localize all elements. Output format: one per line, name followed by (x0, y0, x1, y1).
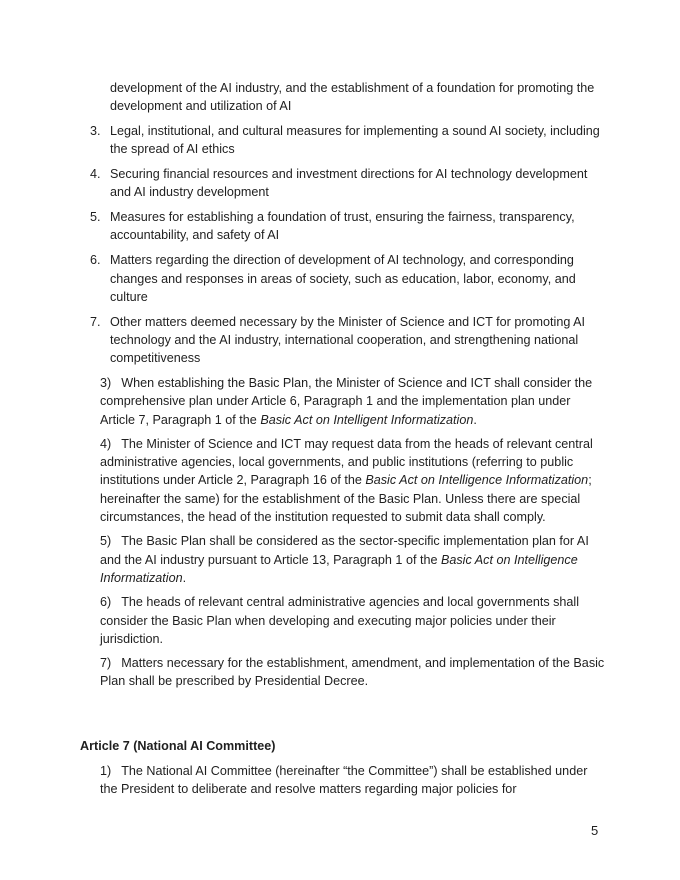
paragraph (100, 654, 605, 691)
list-item (0, 165, 602, 202)
paragraph-number: 4) (100, 436, 112, 451)
paragraph (100, 532, 605, 587)
paragraph-text: The heads of relevant central administrative agencies and local governments shall consider the Basic Plan when developing and executing major policies under their jurisdiction. (100, 595, 580, 646)
paragraph-text: When establishing the Basic Plan, the Minister of Science and ICT shall consider the comprehensive plan under Article 6, Paragraph 1 and the implementation plan under Article 7, Paragraph 1 of the (100, 376, 593, 427)
paragraph-text-end: . (473, 412, 477, 427)
paragraph-number: 5) (100, 534, 112, 549)
paragraph-text-end: . (182, 570, 187, 585)
list-item (0, 122, 602, 159)
paragraph-text: The Minister of Science and ICT may request data from the heads of relevant central administrative agencies, local governments, and public institutions (referring to public institutions under Article 2, Paragraph 16 of the (100, 436, 593, 488)
paragraph-text: The National AI Committee (hereinafter “the Committee”) shall be established under the President to deliberate and resolve matters regarding major policies for (100, 764, 588, 797)
article-paragraph (100, 762, 605, 799)
paragraph (100, 374, 605, 429)
article-heading: Article 7 (National AI Committee) (80, 739, 276, 753)
list-item-number: 6. (90, 253, 101, 268)
list-item (0, 313, 602, 368)
paragraph-number: 3) (100, 376, 112, 390)
page-number: 5 (591, 823, 599, 838)
list-item-number: 5. (90, 210, 101, 225)
act-title: Basic Act on Intelligence Informatization (365, 473, 589, 488)
list-item-text: Legal, institutional, and cultural measures for implementing a sound AI society, including the spread of AI ethics (110, 124, 600, 157)
paragraph-number: 6) (100, 595, 112, 610)
list-item-number: 3. (90, 124, 101, 138)
list-item-number: 7. (90, 314, 101, 329)
act-title: Basic Act on Intelligent Informatization (260, 412, 474, 427)
paragraph-group (100, 374, 605, 697)
list-item-text: Other matters deemed necessary by the Minister of Science and ICT for promoting AI technology and the AI industry, international cooperation, and strengthening national competitiveness (110, 314, 586, 366)
list-item-text: Securing financial resources and investment directions for AI technology development and AI industry development (110, 167, 588, 200)
list-item-text: Matters regarding the direction of development of AI technology, and corresponding changes and responses in areas of society, such as education, labor, economy, and culture (110, 253, 576, 304)
list-item-continuation: development of the AI industry, and the establishment of a foundation for promoting the development and utilization of AI (110, 81, 595, 114)
list-item (0, 251, 602, 306)
paragraph-number: 7) (100, 656, 112, 671)
paragraph-text: Matters necessary for the establishment, amendment, and implementation of the Basic Plan shall be prescribed by Presidential Decree. (100, 656, 605, 689)
paragraph-text-end: ; hereinafter the same) for the establishment of the Basic Plan. Unless there are special circumstances, the head of the institution requested to submit data shall comply. (100, 473, 592, 525)
paragraph (100, 435, 605, 526)
list-item (0, 208, 602, 245)
act-title: Basic Act on Intelligence Informatization (100, 552, 578, 585)
paragraph (100, 593, 605, 648)
list-item-number: 4. (90, 167, 101, 182)
numbered-list (0, 122, 680, 374)
paragraph-text: The Basic Plan shall be considered as the sector-specific implementation plan for AI and the AI industry pursuant to Article 13, Paragraph 1 of the (100, 534, 589, 567)
list-item-text: Measures for establishing a foundation of trust, ensuring the fairness, transparency, accountability, and safety of AI (110, 210, 575, 243)
paragraph-number: 1) (100, 764, 112, 778)
